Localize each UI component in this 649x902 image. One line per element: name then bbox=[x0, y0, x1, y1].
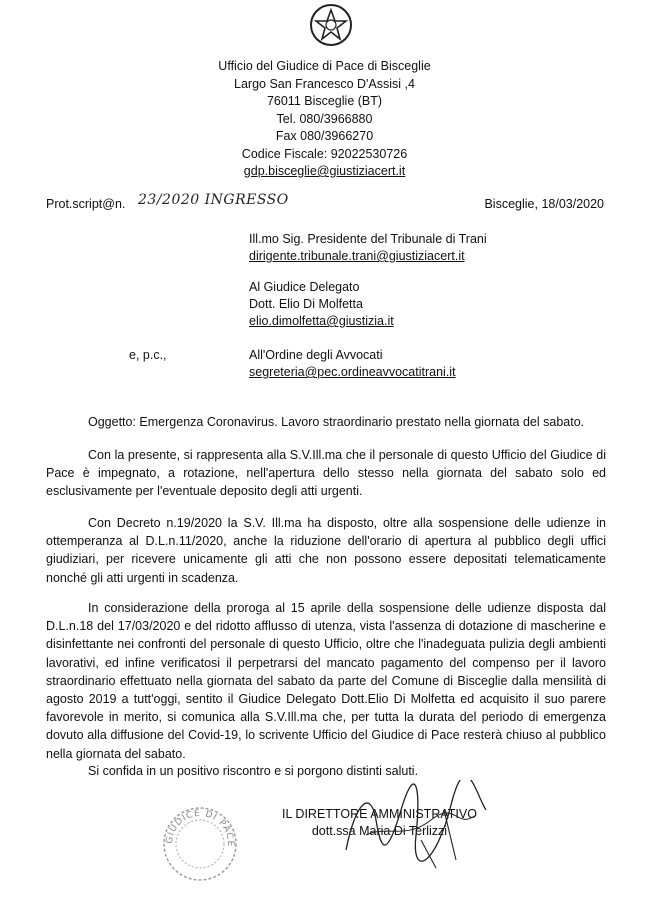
recipient-president bbox=[249, 231, 487, 265]
paragraph-2: Con Decreto n.19/2020 la S.V. Ill.ma ha disposto, oltre alla sospensione delle udienze in ottemperanza al D.L.n.11/2020, anche la riduzione dell'orario di apertura al pubblico degli uffici giudiziari, per ricevere unicamente gli atti che non possono essere depositati telematicamente nonché gli atti urgenti in scadenza. bbox=[46, 516, 606, 585]
protocol-line bbox=[46, 194, 606, 216]
director-name: dott.ssa Maria Di Terlizzi bbox=[311, 824, 448, 838]
protocol-handwritten-number: 23/2020 INGRESSO bbox=[138, 192, 289, 208]
letterhead bbox=[0, 58, 649, 181]
place-date: Bisceglie, 18/03/2020 bbox=[484, 197, 604, 211]
office-name: Ufficio del Giudice di Pace di Bisceglie bbox=[218, 59, 431, 73]
paragraph-3: In considerazione della proroga al 15 aprile della sospensione delle udienze disposta dal D.L.n.18 del 17/03/2020 e del ridotto afflusso di utenza, vista l'assenza di dotazione di mascherine e disinfettante nei confronti del personale di questo Ufficio, oltre che l'inadeguata pulizia degli ambienti lavorativi, ed infine verificatosi il perpetrarsi del mancato pagamento del compenso per il lavoro straordinario effettuato nella giornata del sabato da parte del Comune di Bisceglie dalla mensilità di agosto 2019 a tutt'oggi, sentito il Giudice Delegato Dott.Elio Di Molfetta ed acquisito il suo parere favorevole in merito, si comunica alla S.V.Ill.ma che, per tutta la durata del periodo di emergenza dovuto alla diffusione del Covid-19, lo scrivente Ufficio del Giudice di Pace resterà chiuso al pubblico nella giornata del sabato. bbox=[46, 601, 606, 761]
order-email-link[interactable]: segreteria@pec.ordineavvocatitrani.it bbox=[249, 365, 456, 379]
president-title: Ill.mo Sig. Presidente del Tribunale di Trani bbox=[249, 232, 487, 246]
judge-name: Dott. Elio Di Molfetta bbox=[249, 297, 363, 311]
office-fiscal-code: Codice Fiscale: 92022530726 bbox=[241, 146, 408, 161]
office-fax: Fax 080/3966270 bbox=[275, 129, 374, 143]
office-street: Largo San Francesco D'Assisi ,4 bbox=[234, 76, 415, 91]
svg-text:GIUDICE DI PACE bbox=[165, 809, 235, 847]
order-name: All'Ordine degli Avvocati bbox=[249, 348, 383, 362]
president-email-link[interactable]: dirigente.tribunale.trani@giustiziacert.it bbox=[249, 249, 465, 263]
director-title: IL DIRETTORE AMMINISTRATIVO bbox=[282, 807, 477, 821]
paragraph-closing: Si confida in un positivo riscontro e si porgono distinti saluti. bbox=[88, 764, 419, 778]
office-email-link[interactable]: gdp.bisceglie@giustiziacert.it bbox=[243, 164, 406, 178]
stamp-text: GIUDICE DI PACE bbox=[164, 808, 236, 848]
office-city: 76011 Bisceglie (BT) bbox=[266, 94, 383, 108]
epc-label: e, p.c., bbox=[129, 348, 167, 362]
subject-line: Oggetto: Emergenza Coronavirus. Lavoro straordinario prestato nella giornata del sabato. bbox=[88, 415, 585, 429]
paragraph-1: Con la presente, si rappresenta alla S.V.Ill.ma che il personale di questo Ufficio del Giudice di Pace è impegnato, a rotazione, nell'apertura dello stesso nella giornata del sabato solo ed esclusivamente per l'eventuale deposito degli atti urgenti. bbox=[46, 448, 606, 499]
office-stamp-icon bbox=[160, 804, 240, 884]
italian-republic-emblem-icon bbox=[308, 2, 354, 48]
handwritten-signature-icon bbox=[326, 780, 496, 870]
recipient-order bbox=[249, 347, 456, 381]
judge-email-link[interactable]: elio.dimolfetta@giustizia.it bbox=[249, 314, 394, 328]
protocol-label: Prot.script@n. bbox=[46, 197, 126, 211]
office-tel: Tel. 080/3966880 bbox=[276, 111, 373, 126]
recipient-judge bbox=[249, 279, 394, 330]
judge-role: Al Giudice Delegato bbox=[249, 280, 360, 294]
